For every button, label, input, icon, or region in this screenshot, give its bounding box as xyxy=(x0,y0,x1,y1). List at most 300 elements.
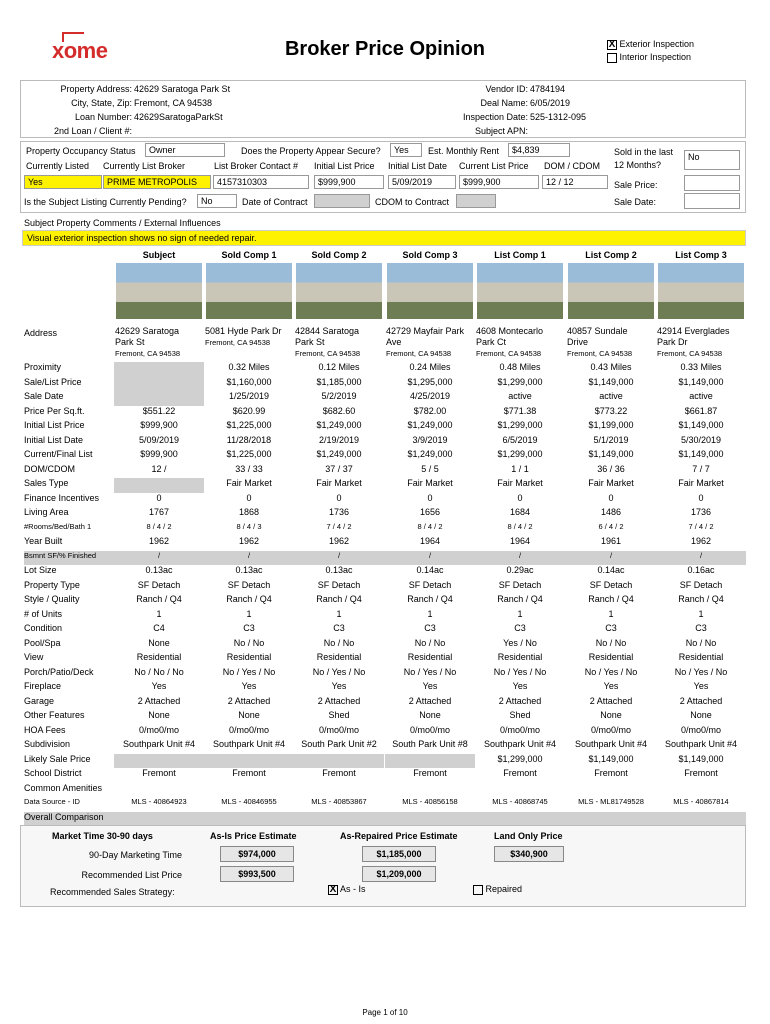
grid-cell: / xyxy=(609,550,613,560)
ninety-day-label: 90-Day Marketing Time xyxy=(88,850,182,860)
repaired-option[interactable] xyxy=(473,884,522,895)
grid-cell: 1 xyxy=(246,608,252,619)
grid-cell: MLS - 40856158 xyxy=(402,797,458,806)
ninety-repaired-value[interactable]: $1,185,000 xyxy=(362,846,436,862)
property-labels: Property Address: City, State, Zip: Loan Number: 2nd Loan / Client #: xyxy=(53,84,132,136)
grid-cell: C3 xyxy=(695,623,707,633)
address-line: 4608 Montecarlo xyxy=(476,326,544,336)
inspection-date: 6/05/2019 xyxy=(530,98,571,108)
grid-cell: $773.22 xyxy=(594,405,628,416)
row-label: Porch/Patio/Deck xyxy=(24,666,94,677)
grid-cell: 0.13ac xyxy=(325,565,353,575)
grid-cell xyxy=(294,812,384,827)
address-line: 5081 Hyde Park Dr xyxy=(205,326,282,336)
grid-cell: Yes xyxy=(603,681,619,691)
grid-row xyxy=(24,812,746,827)
grid-cell: Residential xyxy=(136,652,182,662)
grid-cell: 8 / 4 / 2 xyxy=(507,521,533,531)
row-label: Subdivision xyxy=(24,739,71,749)
grid-row xyxy=(24,739,746,754)
grid-cell: 2 Attached xyxy=(137,695,181,706)
grid-cell: 1486 xyxy=(600,507,622,517)
grid-row xyxy=(24,464,746,479)
grid-cell: Yes xyxy=(422,681,438,691)
comp-address xyxy=(115,326,205,359)
grid-cell: Southpark Unit #4 xyxy=(212,739,286,749)
subject-apn: 525-1312-095 xyxy=(530,112,587,122)
grid-cell: Fremont xyxy=(594,768,628,778)
comp-address xyxy=(295,326,385,359)
grid-cell: None xyxy=(238,710,260,720)
grid-cell: Fremont xyxy=(503,768,537,778)
grid-cell: Ranch / Q4 xyxy=(226,594,272,604)
grid-cell: 8 / 4 / 3 xyxy=(236,521,262,531)
grid-row xyxy=(24,652,746,667)
grid-cell: 1767 xyxy=(148,507,170,517)
comments-label: Subject Property Comments / External Influences xyxy=(24,218,221,228)
grid-cell: 6 / 4 / 2 xyxy=(598,521,624,531)
sold-last-field[interactable]: No xyxy=(684,150,740,170)
grid-cell: 0.33 Miles xyxy=(680,362,722,372)
grid-cell: 0.14ac xyxy=(416,565,444,575)
row-label: Property Type xyxy=(24,579,80,590)
rent-field[interactable]: $4,839 xyxy=(508,143,570,157)
row-label: Pool/Spa xyxy=(24,637,61,648)
grid-cell: 1964 xyxy=(419,536,441,546)
grid-cell: 2 Attached xyxy=(589,695,633,706)
grid-cell: Southpark Unit #4 xyxy=(574,739,648,749)
grid-cell: / xyxy=(518,550,522,560)
grid-cell: No / No xyxy=(414,637,446,648)
grid-cell: 2/19/2019 xyxy=(318,434,360,445)
grid-cell: MLS - 40864923 xyxy=(131,797,187,806)
grid-cell xyxy=(656,812,746,827)
grid-cell: $682.60 xyxy=(322,405,356,416)
grid-cell: Fair Market xyxy=(407,478,453,488)
grid-cell xyxy=(114,377,204,392)
grid-row xyxy=(24,536,746,551)
grid-cell: SF Detach xyxy=(408,579,452,590)
grid-cell: $1,249,000 xyxy=(316,420,362,430)
asis-option[interactable] xyxy=(328,884,366,895)
grid-cell: 0.43 Miles xyxy=(590,362,632,372)
row-label: # of Units xyxy=(24,608,63,619)
column-header: List Comp 3 xyxy=(675,250,727,260)
grid-cell: SF Detach xyxy=(498,579,542,590)
address-line: 42629 Saratoga xyxy=(115,326,180,336)
row-label: Sale/List Price xyxy=(24,376,82,387)
grid-cell: / xyxy=(428,550,432,560)
dom-label: DOM / CDOM xyxy=(544,161,600,171)
current-price-field[interactable]: $999,900 xyxy=(459,175,539,189)
grid-cell: 0 xyxy=(608,492,614,503)
grid-cell: $1,299,000 xyxy=(497,449,543,459)
grid-row xyxy=(24,580,746,595)
pending-label: Is the Subject Listing Currently Pending? xyxy=(24,197,187,207)
asis-checkbox[interactable]: X xyxy=(329,883,337,895)
grid-cell: 1962 xyxy=(328,536,350,546)
grid-cell: 0/mo0/mo xyxy=(138,724,180,735)
grid-cell: $1,249,000 xyxy=(316,449,362,459)
grid-cell: Ranch / Q4 xyxy=(407,594,453,604)
grid-row xyxy=(24,710,746,725)
pending-field[interactable]: No xyxy=(197,194,237,208)
grid-cell xyxy=(294,783,384,798)
grid-cell: Residential xyxy=(226,652,272,662)
grid-cell xyxy=(114,812,204,827)
row-label: Proximity xyxy=(24,362,62,372)
grid-cell: 0 xyxy=(246,492,252,503)
row-label: Common Amenities xyxy=(24,782,103,793)
grid-cell: 5 / 5 xyxy=(421,463,439,474)
property-city: Fremont, CA 94538 xyxy=(134,98,213,108)
grid-row xyxy=(24,623,746,638)
grid-cell xyxy=(114,362,204,377)
column-header: List Comp 1 xyxy=(494,250,546,260)
grid-cell: Yes xyxy=(331,681,347,691)
grid-cell: 0 xyxy=(427,492,433,503)
grid-cell: $620.99 xyxy=(232,405,266,416)
column-header: Sold Comp 3 xyxy=(402,250,458,260)
grid-cell: No / No xyxy=(595,637,627,648)
grid-cell: 0.29ac xyxy=(506,565,534,575)
row-label: Sale Date xyxy=(24,391,64,401)
land-value[interactable]: $340,900 xyxy=(494,846,564,862)
grid-cell: $1,149,000 xyxy=(678,376,724,387)
grid-cell: active xyxy=(599,391,623,401)
grid-cell: None xyxy=(690,710,712,720)
exterior-checkbox[interactable]: X xyxy=(608,38,616,50)
grid-cell: $1,199,000 xyxy=(588,420,634,430)
grid-cell: 5/2/2019 xyxy=(321,391,357,401)
grid-cell: $1,149,000 xyxy=(588,753,634,764)
grid-row xyxy=(24,754,746,769)
comp-address xyxy=(476,326,566,359)
rec-asis-value[interactable]: $993,500 xyxy=(220,866,294,882)
comp-address xyxy=(205,326,295,348)
row-label: Fireplace xyxy=(24,681,62,691)
land-label: Land Only Price xyxy=(494,831,563,841)
address-line: 42729 Mayfair Park xyxy=(386,326,465,336)
row-label: Garage xyxy=(24,695,55,706)
address-line: Fremont, CA 94538 xyxy=(295,349,361,358)
row-label: Style / Quality xyxy=(24,594,80,604)
property-photo xyxy=(206,263,292,319)
grid-row xyxy=(24,768,746,783)
asis-label: As-Is Price Estimate xyxy=(210,831,297,841)
grid-row xyxy=(24,420,746,435)
cdom-contract-label: CDOM to Contract xyxy=(375,197,450,207)
row-label: DOM/CDOM xyxy=(24,463,75,474)
grid-cell: Residential xyxy=(678,652,724,662)
grid-cell: 2 Attached xyxy=(317,695,361,706)
broker-contact-field[interactable]: 4157310303 xyxy=(213,175,309,189)
grid-cell: C3 xyxy=(424,623,436,633)
interior-checkbox[interactable] xyxy=(607,53,617,63)
address-line: Park Dr xyxy=(657,337,688,347)
ninety-asis-value[interactable]: $974,000 xyxy=(220,846,294,862)
vendor-id: 4784194 xyxy=(530,84,566,94)
grid-cell: Fremont xyxy=(413,768,447,778)
grid-cell xyxy=(114,754,204,769)
grid-cell: 0 xyxy=(336,492,342,503)
grid-cell: active xyxy=(508,391,532,401)
grid-cell: $1,295,000 xyxy=(407,376,453,387)
row-label: Other Features xyxy=(24,710,85,720)
grid-row xyxy=(24,797,746,812)
address-label: Address xyxy=(24,328,58,338)
interior-label: Interior Inspection xyxy=(619,52,692,62)
grid-cell: Ranch / Q4 xyxy=(136,594,182,604)
grid-cell: 0/mo0/mo xyxy=(590,724,632,735)
row-label: Year Built xyxy=(24,536,63,546)
grid-cell: 1736 xyxy=(690,507,712,517)
grid-cell: Yes xyxy=(693,681,709,691)
xome-logo: xome xyxy=(52,38,107,64)
grid-row xyxy=(24,522,746,537)
page-number: Page 1 of 10 xyxy=(362,1008,408,1017)
grid-cell: Fair Market xyxy=(497,478,543,488)
occupancy-field[interactable]: Owner xyxy=(145,143,225,157)
row-label: Data Source - ID xyxy=(24,797,80,806)
page-title: Broker Price Opinion xyxy=(284,38,486,60)
cdom-contract-field[interactable] xyxy=(456,194,496,208)
grid-cell: $551.22 xyxy=(142,405,176,416)
grid-row xyxy=(24,638,746,653)
grid-row xyxy=(24,609,746,624)
grid-cell: 2 Attached xyxy=(227,695,271,706)
grid-cell: Fair Market xyxy=(588,478,634,488)
initial-date-field[interactable]: 5/09/2019 xyxy=(388,175,456,189)
grid-cell: No / Yes / No xyxy=(312,666,366,677)
grid-cell: No / No xyxy=(323,637,355,648)
grid-cell: 0.32 Miles xyxy=(228,362,270,372)
grid-row xyxy=(24,493,746,508)
grid-cell: 1 xyxy=(427,608,433,619)
grid-cell: $1,225,000 xyxy=(226,420,272,430)
grid-row xyxy=(24,783,746,798)
address-line: Fremont, CA 94538 xyxy=(115,349,181,358)
grid-cell: Yes xyxy=(512,681,528,691)
grid-cell: 4/25/2019 xyxy=(409,391,451,401)
grid-cell: $1,149,000 xyxy=(678,420,724,430)
grid-cell: SF Detach xyxy=(317,579,361,590)
address-line: 42914 Everglades xyxy=(657,326,730,336)
grid-cell xyxy=(114,478,204,493)
grid-cell: 12 / xyxy=(151,463,167,474)
initial-price-field[interactable]: $999,900 xyxy=(314,175,384,189)
grid-cell: 1736 xyxy=(328,507,350,517)
grid-cell: 0.24 Miles xyxy=(409,362,451,372)
grid-cell: 1656 xyxy=(419,507,441,517)
grid-cell: 1962 xyxy=(690,536,712,546)
grid-cell: $1,249,000 xyxy=(407,449,453,459)
grid-cell: $1,299,000 xyxy=(497,420,543,430)
market-time-label: Market Time 30-90 days xyxy=(52,831,153,841)
grid-cell: None xyxy=(148,710,170,720)
grid-cell: MLS - 40846955 xyxy=(221,797,277,806)
repaired-label: As-Repaired Price Estimate xyxy=(340,831,458,841)
grid-cell: 5/09/2019 xyxy=(138,434,180,445)
grid-cell xyxy=(114,783,204,798)
grid-cell: 0/mo0/mo xyxy=(318,724,360,735)
rec-repaired-value[interactable]: $1,209,000 xyxy=(362,866,436,882)
comp-address xyxy=(386,326,476,359)
grid-cell: 5/1/2019 xyxy=(593,434,629,445)
grid-cell: 1 xyxy=(336,608,342,619)
grid-row xyxy=(24,696,746,711)
repaired-option-label: Repaired xyxy=(485,884,523,894)
grid-cell: Shed xyxy=(509,710,531,720)
grid-cell: 0/mo0/mo xyxy=(409,724,451,735)
grid-row xyxy=(24,377,746,392)
grid-cell: 3/9/2019 xyxy=(412,434,448,445)
grid-cell: / xyxy=(699,550,703,560)
grid-cell: Fremont xyxy=(142,768,176,778)
grid-cell: SF Detach xyxy=(137,579,181,590)
grid-cell: Ranch / Q4 xyxy=(678,594,724,604)
grid-cell: 33 / 33 xyxy=(235,463,263,474)
sale-price-field[interactable] xyxy=(684,175,740,191)
grid-cell: $1,185,000 xyxy=(316,376,362,387)
grid-cell xyxy=(385,783,475,798)
grid-cell: $1,149,000 xyxy=(678,449,724,459)
rent-label: Est. Monthly Rent xyxy=(428,146,500,156)
grid-cell: 1962 xyxy=(148,536,170,546)
grid-cell: / xyxy=(337,550,341,560)
comments-field[interactable]: Visual exterior inspection shows no sign of needed repair. xyxy=(22,230,746,246)
sale-date-field[interactable] xyxy=(684,193,740,209)
grid-cell: SF Detach xyxy=(227,579,271,590)
initial-price-label: Initial List Price xyxy=(314,161,375,171)
grid-cell: MLS - 40853867 xyxy=(311,797,367,806)
grid-cell xyxy=(294,754,384,769)
grid-cell: 7 / 4 / 2 xyxy=(688,521,714,531)
property-photo xyxy=(387,263,473,319)
repaired-checkbox[interactable] xyxy=(473,885,483,895)
grid-cell: No / Yes / No xyxy=(222,666,276,677)
grid-cell: South Park Unit #8 xyxy=(392,739,468,749)
property-photo xyxy=(116,263,202,319)
broker-field[interactable]: PRIME METROPOLIS xyxy=(103,175,211,189)
currently-listed-label: Currently Listed xyxy=(26,161,90,171)
column-header: Sold Comp 2 xyxy=(311,250,367,260)
grid-cell: No / Yes / No xyxy=(584,666,638,677)
column-header: List Comp 2 xyxy=(585,250,637,260)
grid-cell: $1,149,000 xyxy=(588,376,634,387)
grid-cell: $1,149,000 xyxy=(678,753,724,764)
grid-cell: No / No xyxy=(685,637,717,648)
grid-cell: Fremont xyxy=(232,768,266,778)
row-label: School District xyxy=(24,768,82,778)
grid-cell: 0/mo0/mo xyxy=(228,724,270,735)
occupancy-label: Property Occupancy Status xyxy=(26,146,136,156)
rec-list-label: Recommended List Price xyxy=(81,870,182,880)
address-line: Fremont, CA 94538 xyxy=(476,349,542,358)
address-line: Fremont, CA 94538 xyxy=(205,338,271,347)
grid-cell: 2 Attached xyxy=(498,695,542,706)
column-header: Subject xyxy=(142,250,176,260)
row-label: Overall Comparison xyxy=(24,811,104,822)
grid-row xyxy=(24,391,746,406)
column-header: Sold Comp 1 xyxy=(221,250,277,260)
vendor-values xyxy=(530,82,740,124)
grid-cell: 1 xyxy=(517,608,523,619)
grid-cell: 7 / 7 xyxy=(692,463,710,474)
grid-cell: 6/5/2019 xyxy=(502,434,538,445)
grid-cell xyxy=(475,783,565,798)
grid-cell xyxy=(114,391,204,406)
row-label: Initial List Price xyxy=(24,420,85,430)
grid-cell: Southpark Unit #4 xyxy=(483,739,557,749)
current-price-label: Current List Price xyxy=(459,161,529,171)
comp-address xyxy=(657,326,747,359)
grid-cell: 7 / 4 / 2 xyxy=(326,521,352,531)
grid-row xyxy=(24,594,746,609)
grid-cell: Fremont xyxy=(322,768,356,778)
sold-last-label: Sold in the last 12 Months? xyxy=(614,147,674,170)
grid-cell: 1961 xyxy=(600,536,622,546)
contract-field[interactable] xyxy=(314,194,370,208)
grid-cell: Shed xyxy=(328,710,350,720)
grid-cell: 0.48 Miles xyxy=(499,362,541,372)
vendor-labels: Vendor ID: Deal Name: Inspection Date: Subject APN: xyxy=(462,84,528,136)
grid-cell: 0 xyxy=(698,492,704,503)
initial-date-label: Initial List Date xyxy=(388,161,448,171)
row-label: Current/Final List xyxy=(24,449,93,459)
property-photo xyxy=(568,263,654,319)
secure-field[interactable]: Yes xyxy=(390,143,422,157)
grid-cell: Residential xyxy=(316,652,362,662)
grid-cell: Southpark Unit #4 xyxy=(122,739,196,749)
grid-cell: 0/mo0/mo xyxy=(680,724,722,735)
grid-cell: Residential xyxy=(407,652,453,662)
address-line: 42844 Saratoga xyxy=(295,326,360,336)
grid-cell: 1/25/2019 xyxy=(228,391,270,401)
grid-cell: Residential xyxy=(588,652,634,662)
sale-date-label: Sale Date: xyxy=(614,197,657,207)
grid-cell: / xyxy=(157,550,161,560)
grid-row xyxy=(24,565,746,580)
row-label: Condition xyxy=(24,623,63,633)
dom-field[interactable]: 12 / 12 xyxy=(542,175,608,189)
grid-cell: 1 / 1 xyxy=(511,463,529,474)
grid-cell: C3 xyxy=(333,623,345,633)
grid-cell: 0 xyxy=(156,492,162,503)
address-line: Fremont, CA 94538 xyxy=(567,349,633,358)
grid-cell: / xyxy=(247,550,251,560)
grid-cell: 0 xyxy=(517,492,523,503)
grid-cell: 1 xyxy=(156,608,162,619)
broker-contact-label: List Broker Contact # xyxy=(214,161,299,171)
grid-cell: 36 / 36 xyxy=(597,463,625,474)
grid-cell: 37 / 37 xyxy=(325,463,353,474)
grid-cell xyxy=(204,783,294,798)
grid-cell: 2 Attached xyxy=(679,695,723,706)
grid-cell: $999,900 xyxy=(140,449,178,459)
exterior-label: Exterior Inspection xyxy=(619,39,695,49)
grid-cell: None xyxy=(148,637,170,648)
grid-cell: 1684 xyxy=(509,507,531,517)
grid-cell: $661.87 xyxy=(684,405,718,416)
grid-row xyxy=(24,507,746,522)
currently-listed-field[interactable]: Yes xyxy=(24,175,102,189)
grid-cell: Fair Market xyxy=(316,478,362,488)
grid-cell: 0.14ac xyxy=(597,565,625,575)
address-line: Fremont, CA 94538 xyxy=(657,349,723,358)
property-address: 42629 Saratoga Park St xyxy=(134,84,231,94)
loan-number: 42629SaratogaParkSt xyxy=(134,112,223,122)
